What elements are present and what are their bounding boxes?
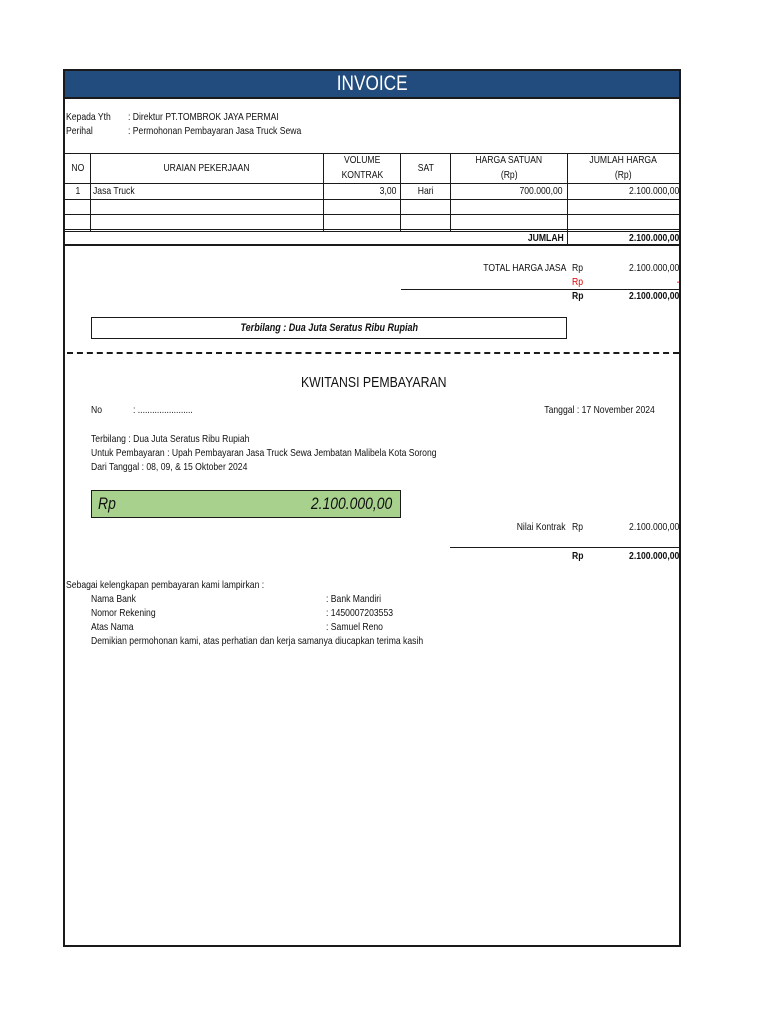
bank-value: : Bank Mandiri bbox=[326, 593, 382, 605]
no-label: No bbox=[91, 404, 103, 416]
jumlah-value: 2.100.000,00 bbox=[628, 232, 679, 244]
row-no: 1 bbox=[75, 185, 80, 197]
kwitansi-grand-value: 2.100.000,00 bbox=[628, 550, 679, 562]
rekening-label: Nomor Rekening bbox=[91, 607, 156, 619]
kepada-label: Kepada Yth bbox=[66, 111, 111, 123]
deduction-value: - bbox=[676, 276, 679, 288]
amount-currency: Rp bbox=[98, 494, 116, 513]
row-volume: 3,00 bbox=[379, 185, 396, 197]
table-row-line bbox=[65, 229, 679, 230]
invoice-sheet bbox=[63, 69, 681, 947]
nilai-kontrak-label: Nilai Kontrak bbox=[517, 521, 566, 533]
header-kontrak: KONTRAK bbox=[341, 169, 383, 181]
perihal-value: : Permohonan Pembayaran Jasa Truck Sewa bbox=[128, 125, 302, 137]
total-currency: Rp bbox=[572, 262, 584, 274]
lampiran-intro: Sebagai kelengkapan pembayaran kami lampirkan : bbox=[66, 579, 265, 591]
perihal-label: Perihal bbox=[66, 125, 93, 137]
untuk-pembayaran: Untuk Pembayaran : Upah Pembayaran Jasa Truck Sewa Jembatan Malibela Kota Sorong bbox=[91, 447, 437, 459]
table-bottom-border bbox=[65, 244, 679, 246]
kwitansi-divider bbox=[450, 547, 679, 548]
kwitansi-title: KWITANSI PEMBAYARAN bbox=[301, 374, 447, 391]
row-uraian: Jasa Truck bbox=[93, 185, 135, 197]
rekening-value: : 1450007203553 bbox=[326, 607, 394, 619]
grand-currency: Rp bbox=[572, 290, 584, 302]
header-uraian: URAIAN PEKERJAAN bbox=[163, 162, 251, 174]
header-no: NO bbox=[71, 162, 84, 174]
amount-value: 2.100.000,00 bbox=[310, 494, 392, 513]
table-row-line bbox=[65, 214, 679, 215]
atas-nama-value: : Samuel Reno bbox=[326, 621, 383, 633]
row-harga: 700.000,00 bbox=[519, 185, 563, 197]
total-harga-value: 2.100.000,00 bbox=[628, 262, 679, 274]
header-jumlah-harga: JUMLAH HARGA bbox=[589, 154, 658, 166]
tanggal: Tanggal : 17 November 2024 bbox=[544, 404, 655, 416]
row-sat: Hari bbox=[417, 185, 434, 197]
total-harga-label: TOTAL HARGA JASA bbox=[482, 262, 566, 274]
kepada-value: : Direktur PT.TOMBROK JAYA PERMAI bbox=[128, 111, 279, 123]
kwitansi-terbilang: Terbilang : Dua Juta Seratus Ribu Rupiah bbox=[91, 433, 250, 445]
atas-nama-label: Atas Nama bbox=[91, 621, 134, 633]
header-sat: SAT bbox=[417, 162, 434, 174]
invoice-title-bar bbox=[65, 69, 679, 99]
bank-label: Nama Bank bbox=[91, 593, 136, 605]
no-value: : ....................... bbox=[133, 404, 193, 416]
header-harga-unit: (Rp) bbox=[500, 169, 518, 181]
terbilang-box bbox=[91, 317, 567, 339]
kwitansi-grand-currency: Rp bbox=[572, 550, 584, 562]
closing-text: Demikian permohonan kami, atas perhatian dan kerja samanya diucapkan terima kasih bbox=[91, 635, 424, 647]
grand-total-value: 2.100.000,00 bbox=[628, 290, 679, 302]
table-header-bottom bbox=[65, 183, 679, 184]
dari-tanggal: Dari Tanggal : 08, 09, & 15 Oktober 2024 bbox=[91, 461, 248, 473]
invoice-title: INVOICE bbox=[336, 72, 408, 95]
nilai-kontrak-value: 2.100.000,00 bbox=[628, 521, 679, 533]
header-jumlah-unit: (Rp) bbox=[615, 169, 632, 181]
cut-line bbox=[67, 352, 679, 354]
header-volume: VOLUME bbox=[343, 154, 381, 166]
row-jumlah: 2.100.000,00 bbox=[628, 185, 679, 197]
amount-box bbox=[91, 490, 401, 518]
nilai-currency: Rp bbox=[572, 521, 584, 533]
table-row-line bbox=[65, 199, 679, 200]
header-harga-satuan: HARGA SATUAN bbox=[475, 154, 543, 166]
terbilang-text: Terbilang : Dua Juta Seratus Ribu Rupiah bbox=[240, 322, 418, 334]
deduction-currency: Rp bbox=[572, 276, 584, 288]
jumlah-label: JUMLAH bbox=[528, 232, 564, 244]
